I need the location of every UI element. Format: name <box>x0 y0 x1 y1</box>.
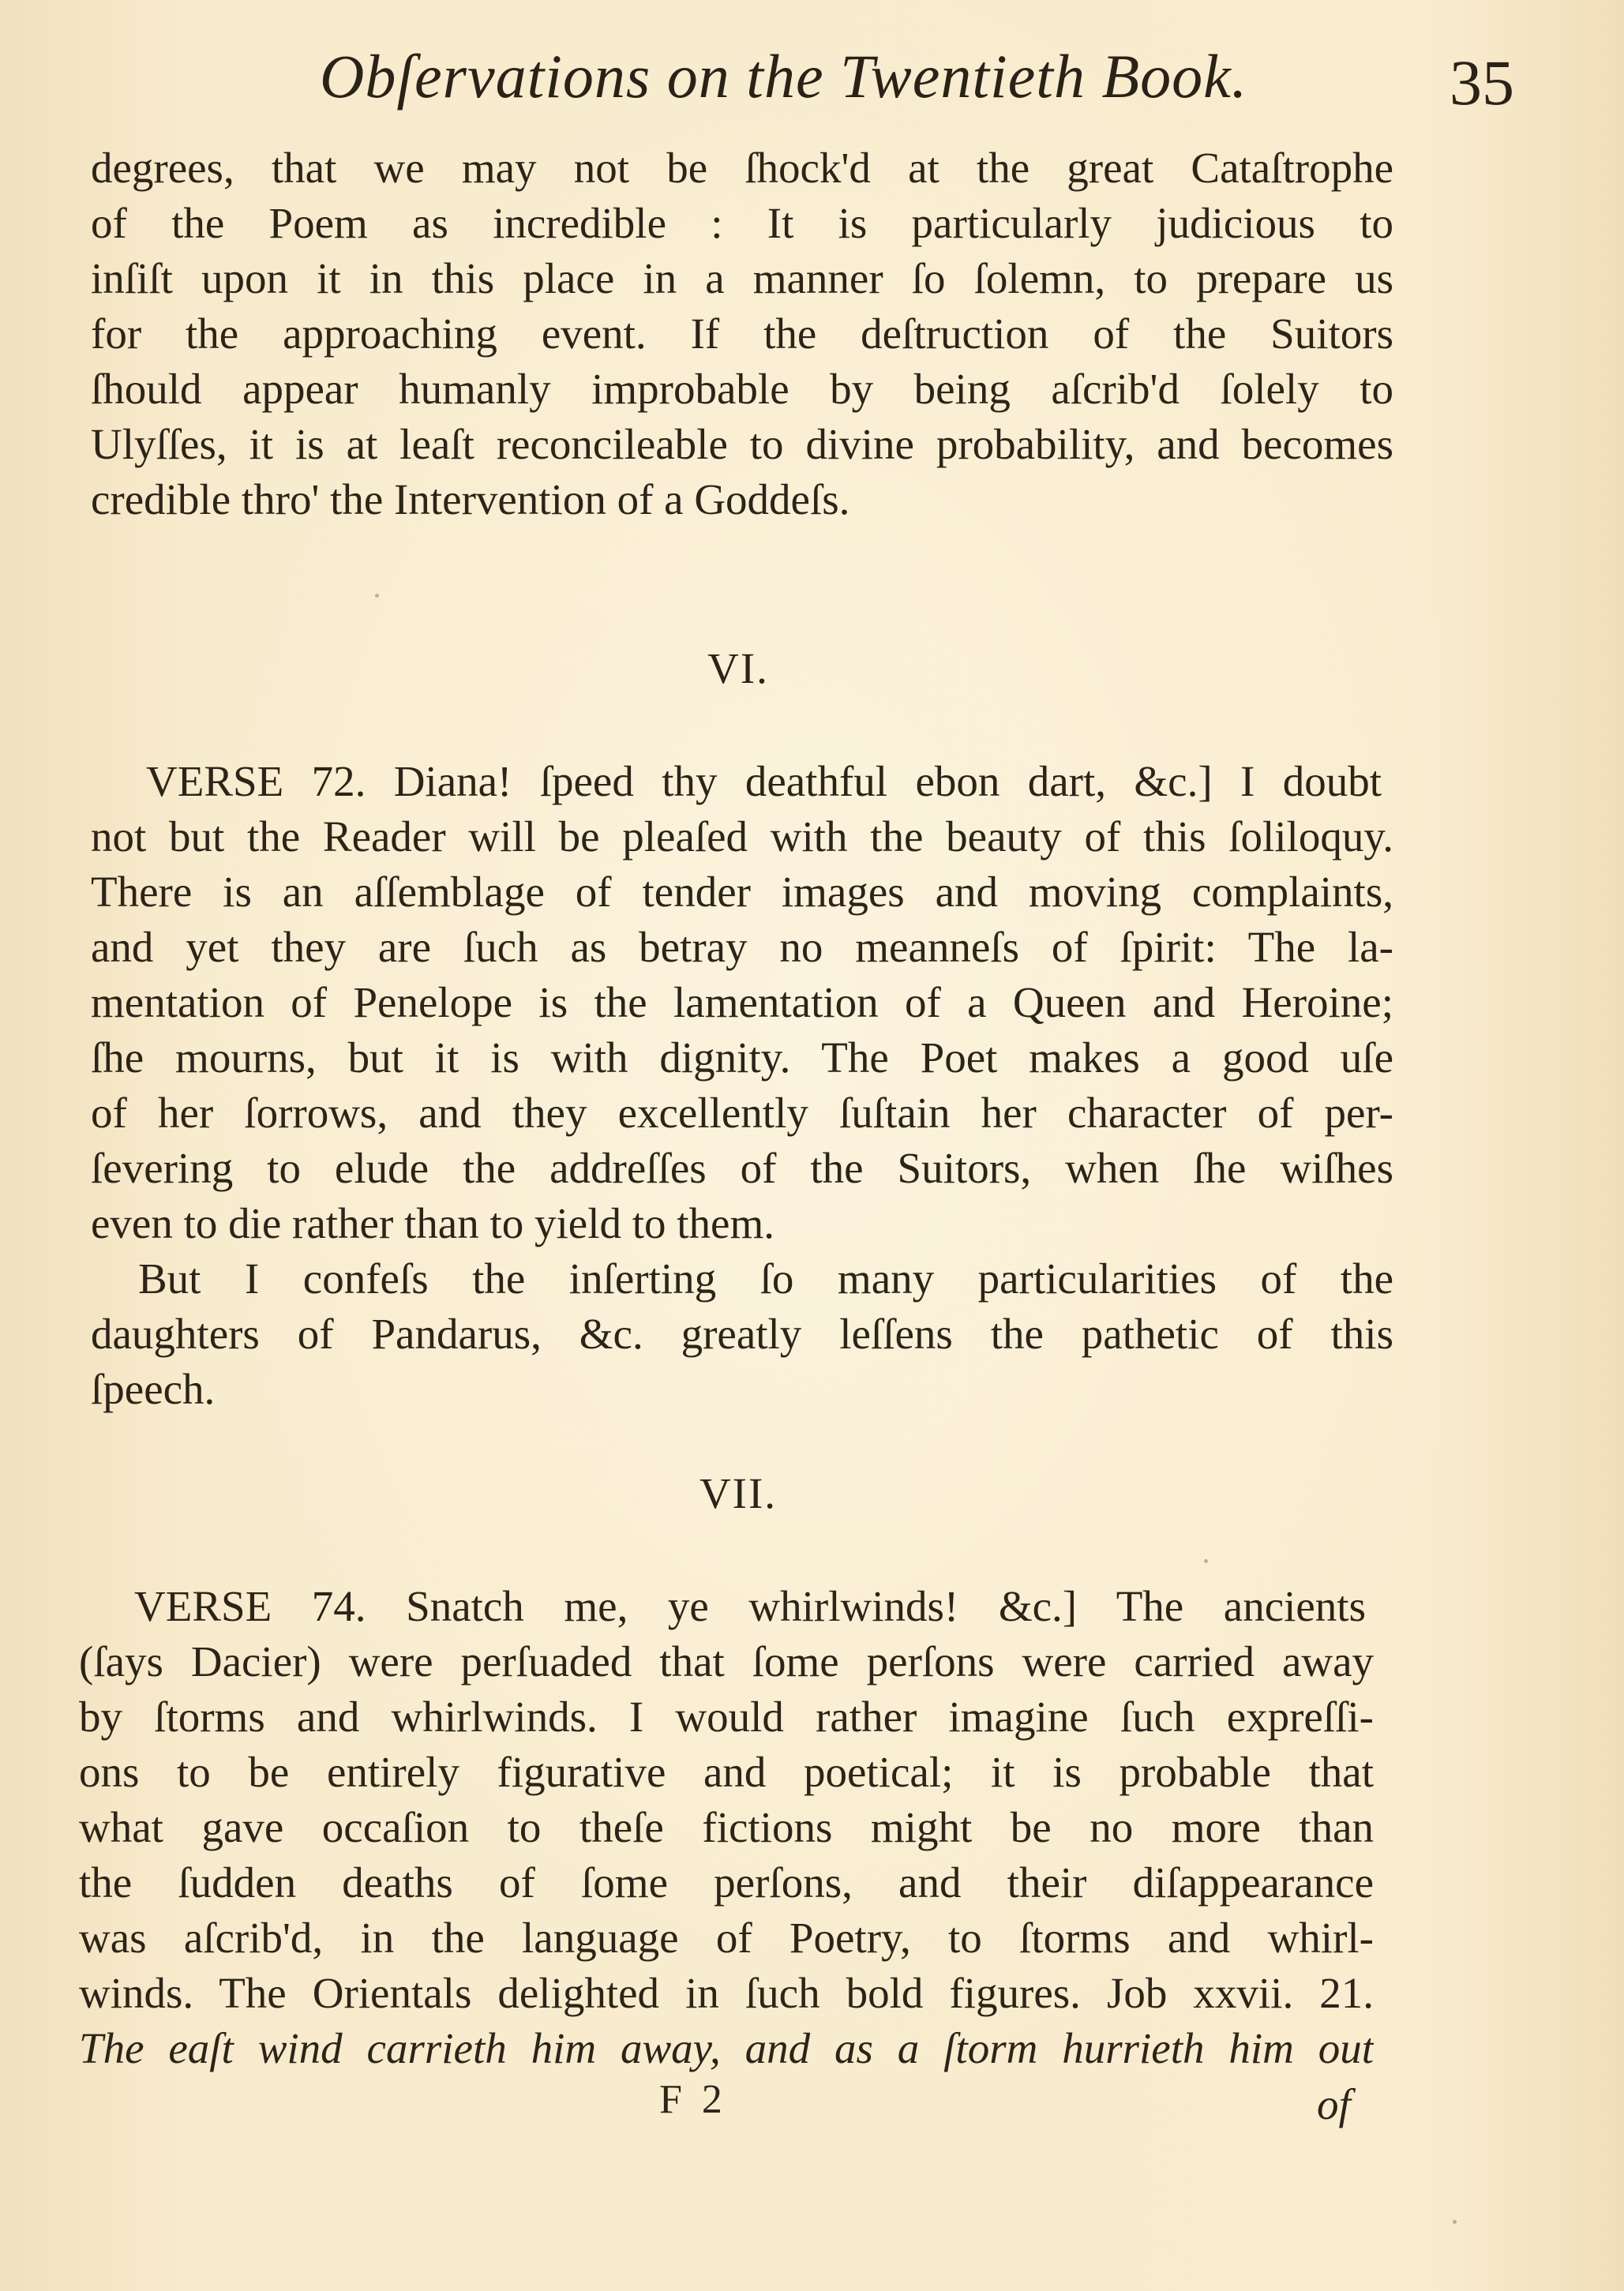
text-line: was aſcrib'd, in the language of Poetry, to ſtorms and whirl- <box>79 1914 1374 1962</box>
text-line: by ſtorms and whirlwinds. I would rather imagine ſuch expreſſi- <box>79 1693 1374 1741</box>
text-line: ſpeech. <box>91 1365 216 1413</box>
paper-speck <box>1453 2220 1457 2224</box>
page-number: 35 <box>1450 47 1514 118</box>
text-line: not but the Reader will be pleaſed with the beauty of this ſoliloquy. <box>91 812 1393 861</box>
text-line: for the approaching event. If the deſtruction of the Suitors <box>91 309 1393 358</box>
note-line: VERSE 74. Snatch me, ye whirlwinds! &c.] The ancients <box>134 1582 1366 1630</box>
text-line: (ſays Dacier) were perſuaded that ſome perſons were carried away <box>79 1637 1374 1685</box>
catchword: of <box>1317 2080 1351 2128</box>
text-line: even to die rather than to yield to them. <box>91 1199 774 1247</box>
text-line: ons to be entirely figurative and poetical; it is probable that <box>79 1748 1374 1796</box>
running-head: Obſervations on the Twentieth Book. <box>320 42 1248 111</box>
text-line: There is an aſſemblage of tender images and moving complaints, <box>91 868 1393 916</box>
text-line: and yet they are ſuch as betray no meanneſs of ſpirit: The la- <box>91 923 1393 971</box>
text-line: ſhould appear humanly improbable by being aſcrib'd ſolely to <box>91 365 1393 413</box>
text-line: inſiſt upon it in this place in a manner ſo ſolemn, to prepare us <box>91 254 1393 302</box>
text-line: winds. The Orientals delighted in ſuch bold figures. Job xxvii. 21. <box>79 1969 1374 2017</box>
text-line: The eaſt wind carrieth him away, and as a ſtorm hurrieth him out <box>79 2024 1374 2072</box>
section-heading: VI. <box>707 644 769 692</box>
text-line: mentation of Penelope is the lamentation of a Queen and Heroine; <box>91 978 1393 1026</box>
text-line: ſevering to elude the addreſſes of the Suitors, when ſhe wiſhes <box>91 1144 1393 1192</box>
text-line: credible thro' the Intervention of a Goddeſs. <box>91 475 850 523</box>
text-line: Ulyſſes, it is at leaſt reconcileable to divine probability, and becomes <box>91 420 1393 468</box>
paper-speck <box>375 594 379 598</box>
text-line: what gave occaſion to theſe fictions might be no more than <box>79 1803 1374 1851</box>
text-line: But I confeſs the inſerting ſo many particularities of the <box>138 1254 1393 1303</box>
paper-speck <box>1204 1559 1208 1563</box>
text-line: degrees, that we may not be ſhock'd at the great Cataſtrophe <box>91 144 1393 192</box>
note-line: VERSE 72. Diana! ſpeed thy deathful ebon dart, &c.] I doubt <box>146 757 1382 805</box>
signature-mark: F 2 <box>659 2077 727 2122</box>
text-line: of the Poem as incredible : It is particularly judicious to <box>91 199 1393 247</box>
text-line: daughters of Pandarus, &c. greatly leſſens the pathetic of this <box>91 1310 1393 1358</box>
text-line: of her ſorrows, and they excellently ſuſtain her character of per- <box>91 1089 1393 1137</box>
section-heading: VII. <box>699 1469 778 1517</box>
text-line: the ſudden deaths of ſome perſons, and their diſappearance <box>79 1858 1374 1907</box>
text-line: ſhe mourns, but it is with dignity. The Poet makes a good uſe <box>91 1033 1393 1082</box>
